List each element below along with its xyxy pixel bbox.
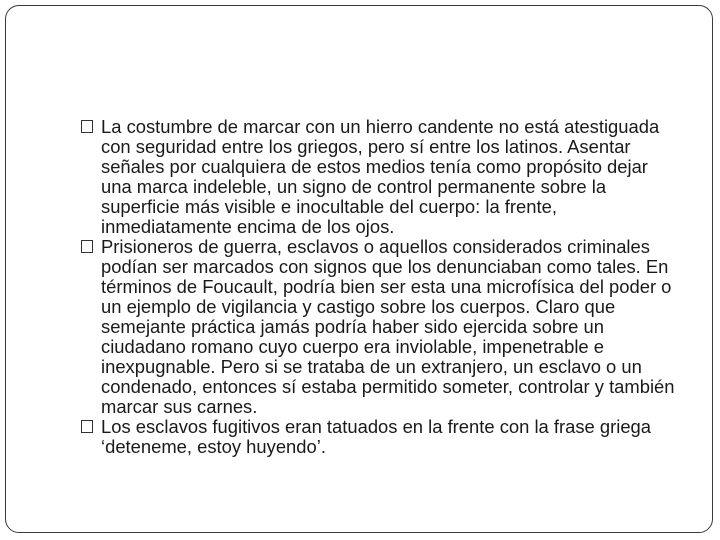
- bullet-text: La costumbre de marcar con un hierro candente no está atestiguada con seguridad entre los griegos, pero sí entre los latinos. Asentar señales por cualquiera de estos medios tenía como propósito dejar una marca indeleble, un signo de control permanente sobre la superficie más visible e inocultable del cuerpo: la frente, inmediatamente encima de los ojos.: [101, 116, 660, 237]
- bullet-text: Los esclavos fugitivos eran tatuados en la frente con la frase griega ‘deteneme, estoy huyendo’.: [101, 416, 652, 457]
- bullet-text: Prisioneros de guerra, esclavos o aquellos considerados criminales podían ser marcados con signos que los denunciaban como tales. En términos de Foucault, podría bien ser esta una microfísica del poder o un ejemplo de vigilancia y castigo sobre los cuerpos. Claro que semejante práctica jamás podría haber sido ejercida sobre un ciudadano romano cuyo cuerpo era inviolable, impenetrable e inexpugnable. Pero si se trataba de un extranjero, un esclavo o un condenado, entonces sí estaba permitido someter, controlar y también marcar sus carnes.: [101, 236, 675, 417]
- bullet-item-3: [80, 417, 680, 457]
- bullet-item-2: [80, 237, 680, 417]
- checkbox-square-icon: [81, 420, 93, 433]
- checkbox-square-icon: [81, 120, 93, 133]
- checkbox-square-icon: [81, 240, 93, 253]
- bullet-item-1: [80, 117, 680, 237]
- slide-content: [80, 117, 680, 457]
